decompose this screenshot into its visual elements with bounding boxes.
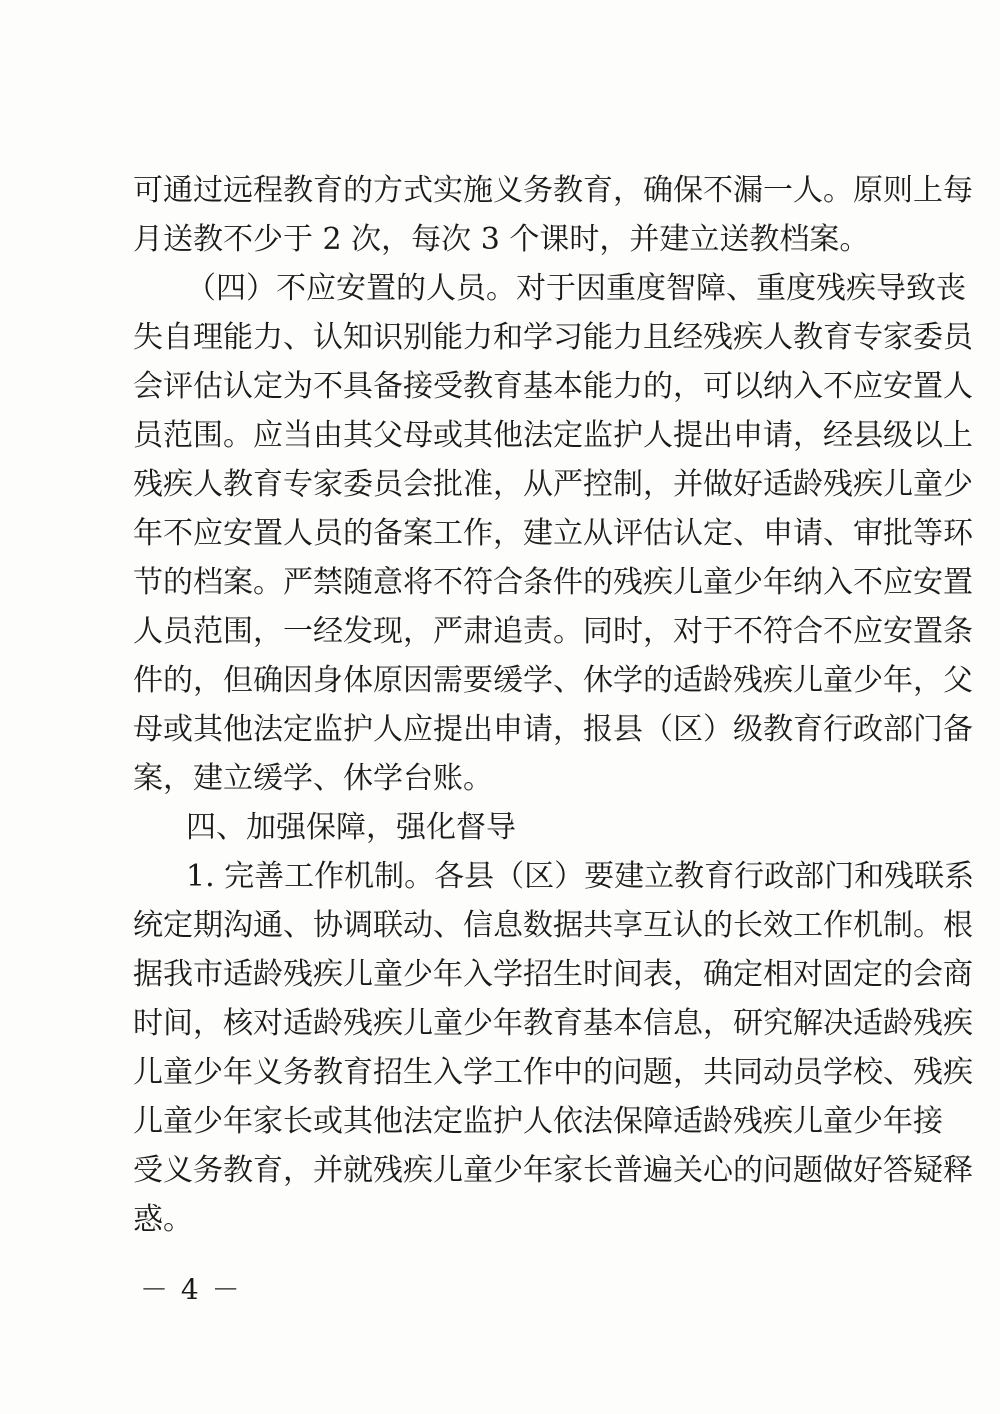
- paragraph-3-line-6: 儿童少年家长或其他法定监护人依法保障适龄残疾儿童少年接: [133, 1104, 943, 1139]
- paragraph-3-line-1: 1. 完善工作机制。各县（区）要建立教育行政部门和残联系: [186, 859, 975, 894]
- paragraph-3-line-3: 据我市适龄残疾儿童少年入学招生时间表，确定相对固定的会商: [133, 957, 973, 992]
- paragraph-2-line-3: 会评估认定为不具备接受教育基本能力的，可以纳入不应安置人: [133, 369, 973, 404]
- paragraph-2-line-10: 母或其他法定监护人应提出申请，报县（区）级教育行政部门备: [133, 712, 973, 747]
- paragraph-2-line-7: 节的档案。严禁随意将不符合条件的残疾儿童少年纳入不应安置: [133, 565, 973, 600]
- paragraph-2-line-1: （四）不应安置的人员。对于因重度智障、重度残疾导致丧: [186, 271, 966, 306]
- paragraph-2-line-2: 失自理能力、认知识别能力和学习能力且经残疾人教育专家委员: [133, 320, 973, 355]
- paragraph-3-line-2: 统定期沟通、协调联动、信息数据共享互认的长效工作机制。根: [133, 908, 973, 943]
- page-number: － 4 －: [140, 1273, 242, 1306]
- paragraph-2-line-8: 人员范围，一经发现，严肃追责。同时，对于不符合不应安置条: [133, 614, 973, 649]
- paragraph-2-line-4: 员范围。应当由其父母或其他法定监护人提出申请，经县级以上: [133, 418, 973, 453]
- paragraph-2-line-5: 残疾人教育专家委员会批准，从严控制，并做好适龄残疾儿童少: [133, 467, 973, 502]
- paragraph-2-line-9: 件的，但确因身体原因需要缓学、休学的适龄残疾儿童少年，父: [133, 663, 973, 698]
- paragraph-2-line-11: 案，建立缓学、休学台账。: [133, 761, 493, 796]
- paragraph-1-line-1: 可通过远程教育的方式实施义务教育，确保不漏一人。原则上每: [133, 173, 973, 208]
- paragraph-3-line-8: 惑。: [133, 1202, 193, 1237]
- paragraph-2-line-6: 年不应安置人员的备案工作，建立从评估认定、申请、审批等环: [133, 516, 973, 551]
- paragraph-1-line-2: 月送教不少于 2 次，每次 3 个课时，并建立送教档案。: [133, 222, 870, 257]
- paragraph-3-line-5: 儿童少年义务教育招生入学工作中的问题，共同动员学校、残疾: [133, 1055, 973, 1090]
- paragraph-3-line-7: 受义务教育，并就残疾儿童少年家长普遍关心的问题做好答疑释: [133, 1153, 973, 1188]
- section-heading: 四、加强保障，强化督导: [186, 810, 516, 845]
- paragraph-3-line-4: 时间，核对适龄残疾儿童少年教育基本信息，研究解决适龄残疾: [133, 1006, 973, 1041]
